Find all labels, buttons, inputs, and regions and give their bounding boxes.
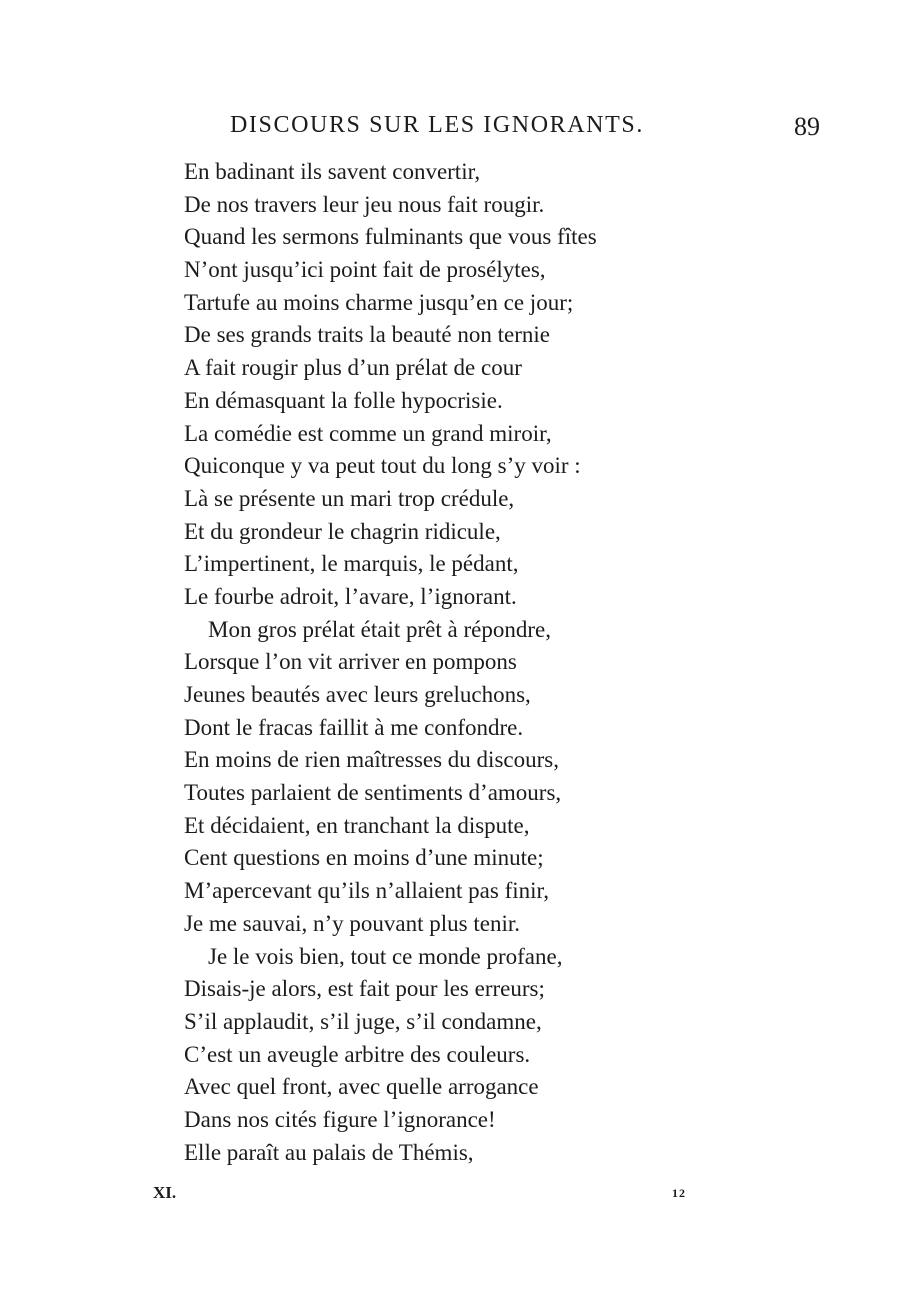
signature-number: 12	[672, 1186, 686, 1200]
verse-line-indented: Je le vois bien, tout ce monde profane,	[208, 943, 563, 969]
verse-line: En moins de rien maîtresses du discours,	[184, 747, 559, 773]
verse-line: Lorsque l’on vit arriver en pompons	[184, 649, 517, 675]
verse-line: N’ont jusqu’ici point fait de prosélytes,	[184, 257, 546, 283]
poem-text	[184, 156, 744, 1169]
signature-mark: XI.	[153, 1183, 177, 1202]
verse-line-indented: Mon gros prélat était prêt à répondre,	[208, 616, 551, 642]
verse-line: Elle paraît au palais de Thémis,	[184, 1139, 474, 1165]
running-title: DISCOURS SUR LES IGNORANTS.	[230, 112, 644, 138]
verse-line: Là se présente un mari trop crédule,	[184, 485, 515, 511]
page-number: 89	[794, 112, 820, 141]
verse-line: Cent questions en moins d’une minute;	[184, 845, 544, 871]
verse-line: En démasquant la folle hypocrisie.	[184, 387, 503, 413]
verse-line: Disais-je alors, est fait pour les erreurs;	[184, 976, 545, 1002]
verse-line: De nos travers leur jeu nous fait rougir.	[184, 191, 545, 217]
verse-line: Tartufe au moins charme jusqu’en ce jour;	[184, 289, 574, 315]
verse-line: Dont le fracas faillit à me confondre.	[184, 714, 524, 740]
verse-line: En badinant ils savent convertir,	[184, 159, 481, 184]
verse-line: Le fourbe adroit, l’avare, l’ignorant.	[184, 583, 517, 609]
verse-line: Avec quel front, avec quelle arrogance	[184, 1074, 539, 1100]
verse-line: A fait rougir plus d’un prélat de cour	[184, 355, 522, 381]
verse-line: Quand les sermons fulminants que vous fîtes	[184, 224, 597, 250]
verse-line: Dans nos cités figure l’ignorance!	[184, 1106, 496, 1132]
verse-line: Je me sauvai, n’y pouvant plus tenir.	[184, 910, 520, 936]
verse-line: Jeunes beautés avec leurs greluchons,	[184, 682, 531, 707]
verse-line: Toutes parlaient de sentiments d’amours,	[184, 780, 562, 806]
verse-line: Quiconque y va peut tout du long s’y voir :	[184, 453, 581, 479]
verse-line: C’est un aveugle arbitre des couleurs.	[184, 1041, 531, 1067]
verse-line: S’il applaudit, s’il juge, s’il condamne,	[184, 1008, 542, 1034]
verse-line: De ses grands traits la beauté non ternie	[184, 322, 550, 348]
verse-line: L’impertinent, le marquis, le pédant,	[184, 551, 519, 577]
verse-line: La comédie est comme un grand miroir,	[184, 420, 552, 446]
verse-line: Et du grondeur le chagrin ridicule,	[184, 518, 501, 544]
verse-line: Et décidaient, en tranchant la dispute,	[184, 812, 530, 838]
verse-line: M’apercevant qu’ils n’allaient pas finir,	[184, 878, 550, 904]
